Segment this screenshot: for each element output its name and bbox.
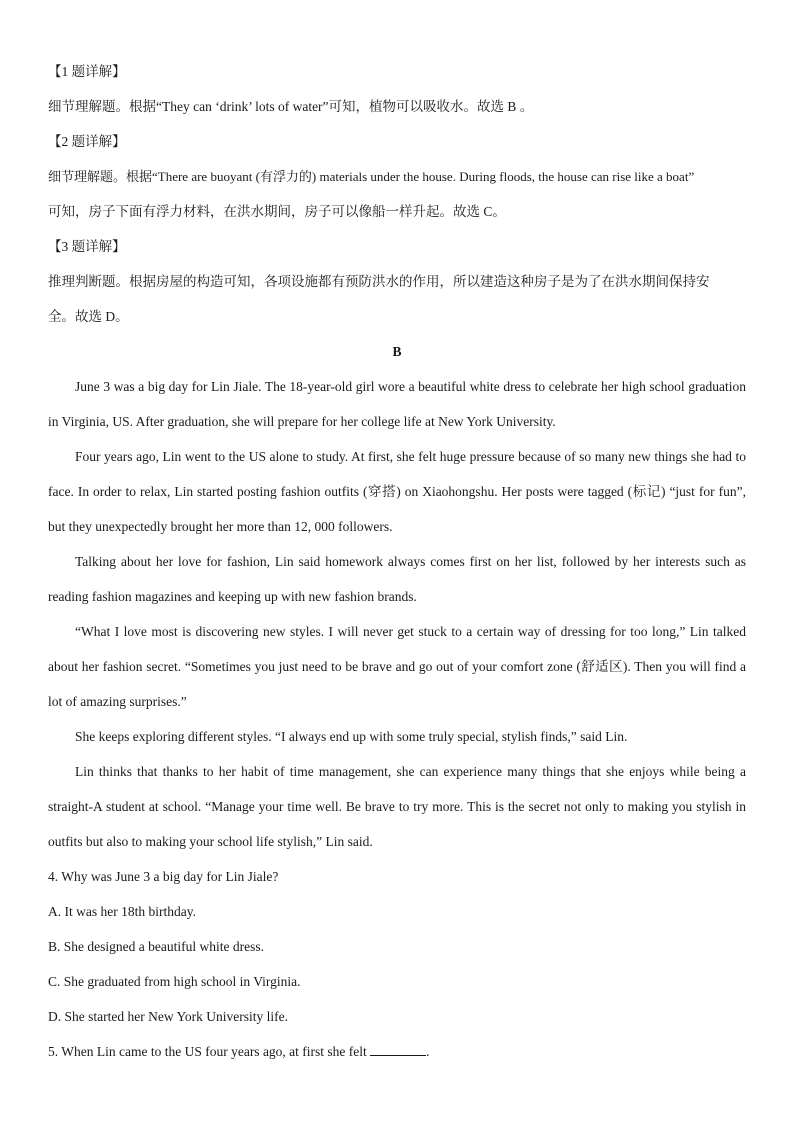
passage-paragraph-4: “What I love most is discovering new styles. I will never get stuck to a certain way of dressing for too long,” Lin talked about her fashion secret. “Sometimes you just need to be brave and go out of your comfort zone (舒适区). Then you will find a lot of amazing surprises.” [48, 624, 746, 709]
question-4-option-b: B. She designed a beautiful white dress. [48, 939, 264, 954]
answer-text-1: 细节理解题。根据“They can ‘drink’ lots of water”可知，植物可以吸收水。故选 B 。 [48, 99, 534, 114]
passage-paragraph-1: June 3 was a big day for Lin Jiale. The 18-year-old girl wore a beautiful white dress to celebrate her high school graduation in Virginia, US. After graduation, she will prepare for her college life at New York University. [48, 379, 746, 429]
question-5-text: 5. When Lin came to the US four years ago, at first she felt [48, 1044, 367, 1059]
document-page [48, 54, 746, 1069]
answer-text-3a: 推理判断题。根据房屋的构造可知，各项设施都有预防洪水的作用，所以建造这种房子是为了在洪水期间保持安 [48, 274, 710, 289]
question-5: 5. When Lin came to the US four years ago, at first she felt . [48, 1044, 430, 1059]
question-4-option-d: D. She started her New York University life. [48, 1009, 288, 1024]
question-4-option-a: A. It was her 18th birthday. [48, 904, 196, 919]
section-title: B [392, 344, 402, 359]
answer-heading-2: 【2 题详解】 [48, 134, 126, 149]
passage-paragraph-6: Lin thinks that thanks to her habit of time management, she can experience many things that she enjoys while being a straight-A student at school. “Manage your time well. Be brave to try more. This is the secret not only to making you stylish in outfits but also to making your school life stylish,” Lin said. [48, 764, 746, 849]
answer-text-3b: 全。故选 D。 [48, 309, 129, 324]
question-4: 4. Why was June 3 a big day for Lin Jiale? [48, 869, 279, 884]
passage-paragraph-2: Four years ago, Lin went to the US alone to study. At first, she felt huge pressure because of so many new things she had to face. In order to relax, Lin started posting fashion outfits (穿搭) on Xiaohongshu. Her posts were tagged (标记) “just for fun”, but they unexpectedly brought her more than 12, 000 followers. [48, 449, 746, 534]
question-4-option-c: C. She graduated from high school in Virginia. [48, 974, 301, 989]
answer-heading-1: 【1 题详解】 [48, 64, 126, 79]
passage-paragraph-5: She keeps exploring different styles. “I always end up with some truly special, stylish finds,” said Lin. [75, 729, 628, 744]
answer-blank [370, 1043, 426, 1056]
answer-text-2a: 细节理解题。根据“There are buoyant (有浮力的) materials under the house. During floods, the house can rise like a boat” [48, 169, 695, 184]
answer-heading-3: 【3 题详解】 [48, 239, 126, 254]
passage-paragraph-3: Talking about her love for fashion, Lin said homework always comes first on her list, followed by her interests such as reading fashion magazines and keeping up with new fashion brands. [48, 554, 746, 604]
answer-text-2b: 可知，房子下面有浮力材料，在洪水期间，房子可以像船一样升起。故选 C。 [48, 204, 506, 219]
